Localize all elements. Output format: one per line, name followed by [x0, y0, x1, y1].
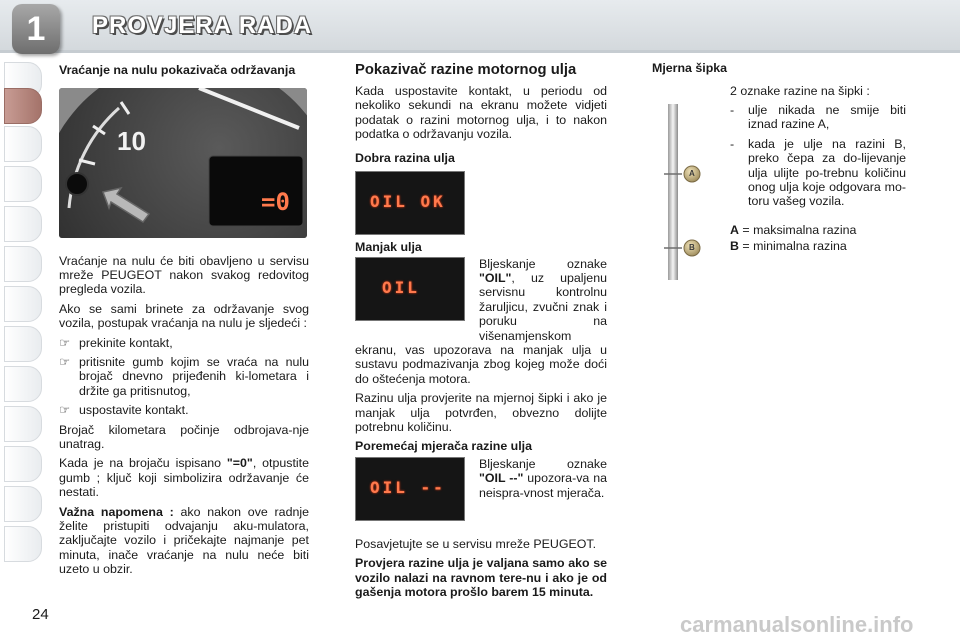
legend-min: B = minimalna razina — [730, 239, 847, 254]
dial-tick-label: 10 — [117, 125, 146, 156]
page-number: 24 — [32, 606, 49, 623]
list-item: - ulje nikada ne smije biti iznad razine A, — [730, 102, 906, 132]
paragraph: Bljeskanje oznake "OIL", uz upaljenu servisnu kontrolnu žaruljicu, zvučni znak i poruku na višenamjenskom — [479, 256, 607, 343]
pointing-hand-icon: ☞ — [59, 354, 71, 369]
oil-level-section — [355, 62, 607, 605]
paragraph: Bljeskanje oznake "OIL --" upozora-va na neispra-vnost mjerača. — [479, 457, 607, 500]
lcd-oil-ok-image — [355, 171, 465, 235]
chapter-tab[interactable] — [4, 286, 42, 322]
paragraph: Ako se sami brinete za održavanje svog vozila, postupak vraćanja na nulu je sljedeći : — [59, 301, 309, 331]
header-divider — [0, 50, 960, 53]
chapter-tab[interactable] — [4, 486, 42, 522]
lcd-text: OIL — [382, 277, 420, 297]
low-oil-block — [355, 257, 607, 343]
important-note: Provjera razine ulja je valjana samo ako se vozilo nalazi na ravnom tere-nu i ako je od gašenja motora prošlo barem 15 minuta. — [355, 556, 607, 600]
paragraph: 2 oznake razine na šipki : — [730, 83, 870, 98]
list-item: ☞ prekinite kontakt, — [59, 335, 173, 350]
chapter-tab[interactable] — [4, 366, 42, 402]
paragraph: Brojač kilometara počinje odbrojava-nje unatrag. — [59, 422, 309, 451]
lcd-text: OIL -- — [370, 478, 446, 497]
marker-a-label: A — [689, 168, 695, 178]
chapter-tab-active[interactable] — [4, 88, 42, 124]
chapter-tab[interactable] — [4, 166, 42, 202]
chapter-tab[interactable] — [4, 126, 42, 162]
paragraph: Kada je na brojaču ispisano "=0", otpustite gumb ; ključ koji simbolizira održavanje će nestati. — [59, 456, 309, 500]
paragraph: ekranu, vas upozorava na manjak ulja u sustavu podmazivanja zbog kojeg može doći do oštećenja motora. — [355, 343, 607, 386]
legend-max: A = maksimalna razina — [730, 222, 857, 237]
chapter-badge: 1 — [12, 4, 60, 54]
chapter-tab[interactable] — [4, 206, 42, 242]
dipstick-image — [652, 104, 712, 280]
lcd-oil-low-image — [355, 257, 465, 321]
dipstick-drawing — [652, 104, 712, 280]
paragraph: Posavjetujte se u servisu mreže PEUGEOT. — [355, 537, 597, 551]
dipstick-text — [730, 84, 906, 254]
dipstick-section — [652, 62, 912, 259]
important-note: Važna napomena : ako nakon ove radnje želite pristupiti odvajanju aku-mulatora, zaključajte vozilo i pričekajte najmanje pet minuta, inače vraćanje na nulu neće biti uzeto u obzir. — [59, 504, 309, 577]
list-item: - kada je ulje na razini B, preko čepa za do-lijevanje ulja ulijte po-trebnu količinu onog ulja koje odgovara mo-toru vašeg vozila. — [730, 136, 906, 209]
chapter-tab[interactable] — [4, 246, 42, 282]
marker-b-label: B — [689, 242, 695, 252]
watermark: carmanualsonline.info — [680, 612, 914, 637]
maintenance-reset-section — [59, 64, 309, 582]
subheading-gauge-fault: Poremećaj mjerača razine ulja — [355, 438, 533, 453]
chapter-tab[interactable] — [4, 406, 42, 442]
chapter-tabs — [0, 62, 46, 582]
lcd-oil-fault-image — [355, 457, 465, 521]
dipstick-block — [652, 84, 912, 254]
section-heading: Pokazivač razine motornog ulja — [355, 62, 577, 78]
paragraph: Razinu ulja provjerite na mjernoj šipki i ako je manjak ulja potvrđen, obvezno dolijte potrebnu količinu. — [355, 391, 607, 435]
odometer-readout: =0 — [261, 187, 290, 216]
pointing-hand-icon: ☞ — [59, 335, 71, 350]
page-title: PROVJERA RADA — [92, 12, 313, 39]
section-heading: Vraćanje na nulu pokazivača održavanja — [59, 63, 296, 77]
chapter-tab[interactable] — [4, 526, 42, 562]
lcd-text: OIL OK — [370, 192, 446, 212]
section-heading: Mjerna šipka — [652, 61, 728, 75]
chapter-tab[interactable] — [4, 446, 42, 482]
subheading-low-oil: Manjak ulja — [355, 240, 422, 255]
list-item: ☞ pritisnite gumb kojim se vraća na nulu brojač dnevno prijeđenih ki-lometara i držite ga pritisnutog, — [59, 354, 309, 398]
instrument-cluster-image — [59, 88, 307, 238]
chapter-tab[interactable] — [4, 326, 42, 362]
subheading-good-level: Dobra razina ulja — [355, 150, 455, 165]
paragraph: Kada uspostavite kontakt, u periodu od nekoliko sekundi na ekranu možete vidjeti podatak o razini motornog ulja, i to nakon podatka o održavanju vozila. — [355, 84, 607, 142]
gauge-fault-block — [355, 457, 607, 521]
pointing-hand-icon: ☞ — [59, 403, 71, 418]
list-item: ☞ uspostavite kontakt. — [59, 403, 189, 418]
paragraph: Vraćanje na nulu će biti obavljeno u servisu mreže PEUGEOT nakon svakog redovitog pregleda vozila. — [59, 253, 309, 297]
